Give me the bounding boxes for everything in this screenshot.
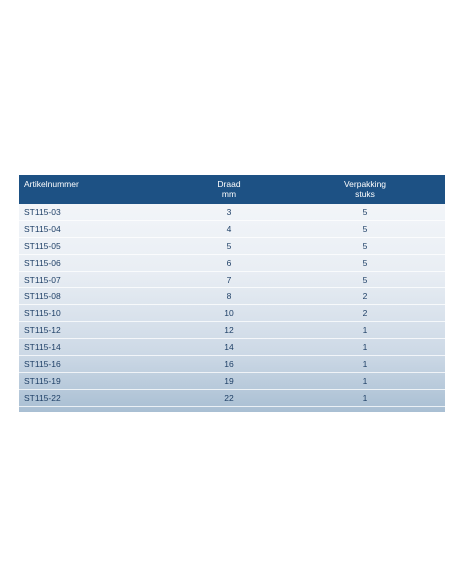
table-row [19, 356, 445, 373]
cell-draad: 22 [224, 392, 234, 403]
table-row [19, 373, 445, 390]
table-row [19, 390, 445, 407]
cell-artikelnummer: ST115-04 [24, 223, 61, 234]
cell-draad: 6 [226, 257, 232, 268]
cell-verpakking: 1 [362, 325, 368, 336]
cell-artikelnummer: ST115-03 [24, 207, 61, 217]
cell-draad: 3 [226, 207, 232, 217]
cell-draad: 12 [224, 325, 234, 336]
cell-verpakking: 5 [362, 240, 368, 251]
cell-artikelnummer: ST115-14 [24, 342, 61, 353]
cell-verpakking: 1 [362, 359, 368, 370]
cell-artikelnummer: ST115-10 [24, 308, 61, 319]
cell-artikelnummer: ST115-06 [24, 257, 61, 268]
cell-draad: 7 [226, 274, 232, 285]
cell-draad: 4 [226, 223, 232, 234]
cell-draad: 5 [226, 240, 232, 251]
cell-artikelnummer: ST115-22 [24, 392, 61, 403]
table-header [19, 175, 445, 204]
header-artikelnummer: Artikelnummer [24, 179, 79, 189]
table-row [19, 255, 445, 272]
table-row [19, 322, 445, 339]
cell-verpakking: 5 [362, 223, 368, 234]
table-row [19, 305, 445, 322]
cell-artikelnummer: ST115-19 [24, 375, 61, 386]
cell-verpakking: 1 [362, 375, 368, 386]
cell-draad: 14 [224, 342, 234, 353]
cell-draad: 16 [224, 359, 234, 370]
cell-verpakking: 2 [362, 291, 368, 302]
table-row [19, 339, 445, 356]
cell-verpakking: 1 [362, 392, 368, 403]
cell-verpakking: 5 [362, 274, 368, 285]
cell-artikelnummer: ST115-05 [24, 240, 61, 251]
cell-artikelnummer: ST115-07 [24, 274, 61, 285]
cell-verpakking: 2 [362, 308, 368, 319]
cell-verpakking: 5 [362, 207, 368, 217]
table-row [19, 288, 445, 305]
header-draad: Draad mm [217, 179, 241, 199]
table-row [19, 272, 445, 289]
table-row [19, 238, 445, 255]
table-row [19, 204, 445, 221]
cell-draad: 19 [224, 375, 234, 386]
cell-verpakking: 1 [362, 342, 368, 353]
product-table [19, 175, 445, 412]
cell-artikelnummer: ST115-12 [24, 325, 61, 336]
header-verpakking: Verpakking stuks [343, 179, 387, 199]
cell-draad: 10 [224, 308, 234, 319]
table-row [19, 221, 445, 238]
cell-draad: 8 [226, 291, 232, 302]
table-body [19, 204, 445, 407]
cell-artikelnummer: ST115-08 [24, 291, 61, 302]
cell-verpakking: 5 [362, 257, 368, 268]
cell-artikelnummer: ST115-16 [24, 359, 61, 370]
